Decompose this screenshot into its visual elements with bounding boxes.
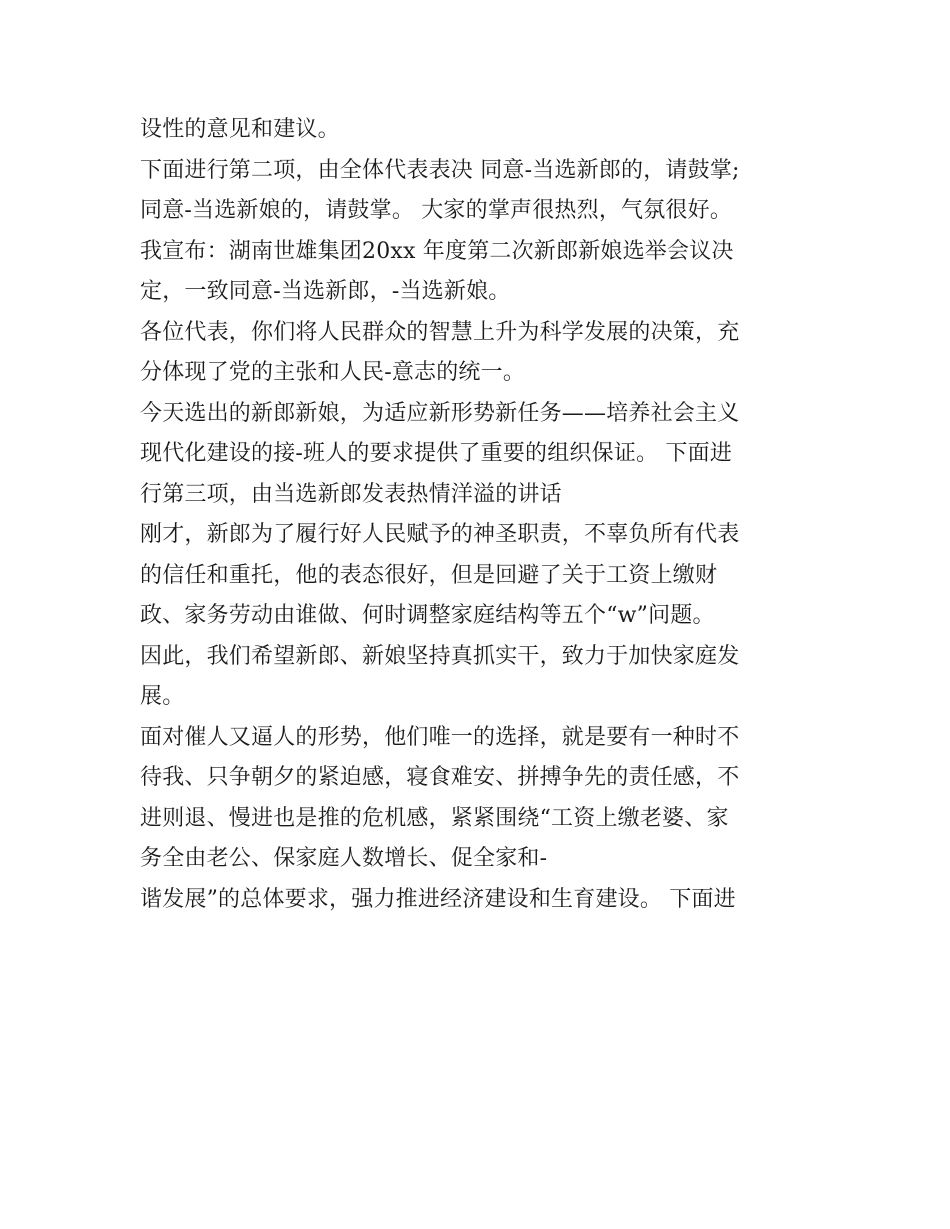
text-line: 刚才，新郎为了履行好人民赋予的神圣职责，不辜负所有代表 — [140, 522, 740, 547]
text-line: 待我、只争朝夕的紧迫感，寝食难安、拼搏争先的责任感，不 — [140, 765, 740, 790]
text-line: 定，一致同意-当选新郎，-当选新娘。 — [140, 279, 511, 304]
text-line: 进则退、慢进也是推的危机感，紧紧围绕“工资上缴老婆、家 — [140, 805, 729, 831]
text-line: 展。 — [140, 684, 185, 709]
text-line: 务全由老公、保家庭人数增长、促全家和- — [140, 846, 548, 871]
text-line: 政、家务劳动由谁做、何时调整家庭结构等五个“w”问题。 — [140, 603, 715, 628]
body-text — [140, 110, 820, 920]
text-line: 我宣布：湖南世雄集团20xx 年度第二次新郎新娘选举会议决 — [140, 238, 734, 264]
text-line: 各位代表，你们将人民群众的智慧上升为科学发展的决策，充 — [140, 319, 740, 345]
text-line: 同意-当选新娘的，请鼓掌。 大家的掌声很热烈，气氛很好。 — [140, 198, 733, 223]
text-line: 的信任和重托，他的表态很好，但是回避了关于工资上缴财 — [140, 562, 718, 588]
text-line: 行第三项，由当选新郎发表热情洋溢的讲话 — [140, 481, 562, 507]
text-line: 因此，我们希望新郎、新娘坚持真抓实干，致力于加快家庭发 — [140, 643, 740, 669]
text-line: 设性的意见和建议。 — [140, 117, 340, 142]
text-line: 今天选出的新郎新娘，为适应新形势新任务——培养社会主义 — [140, 400, 740, 426]
text-line: 现代化建设的接-班人的要求提供了重要的组织保证。 下面进 — [140, 441, 733, 466]
text-line: 谐发展”的总体要求，强力推进经济建设和生育建设。 下面进 — [140, 886, 736, 912]
text-line: 下面进行第二项，由全体代表表决 同意-当选新郎的，请鼓掌; — [140, 157, 740, 183]
text-line: 面对催人又逼人的形势，他们唯一的选择，就是要有一种时不 — [140, 724, 740, 750]
text-line: 分体现了党的主张和人民-意志的统一。 — [140, 360, 526, 385]
